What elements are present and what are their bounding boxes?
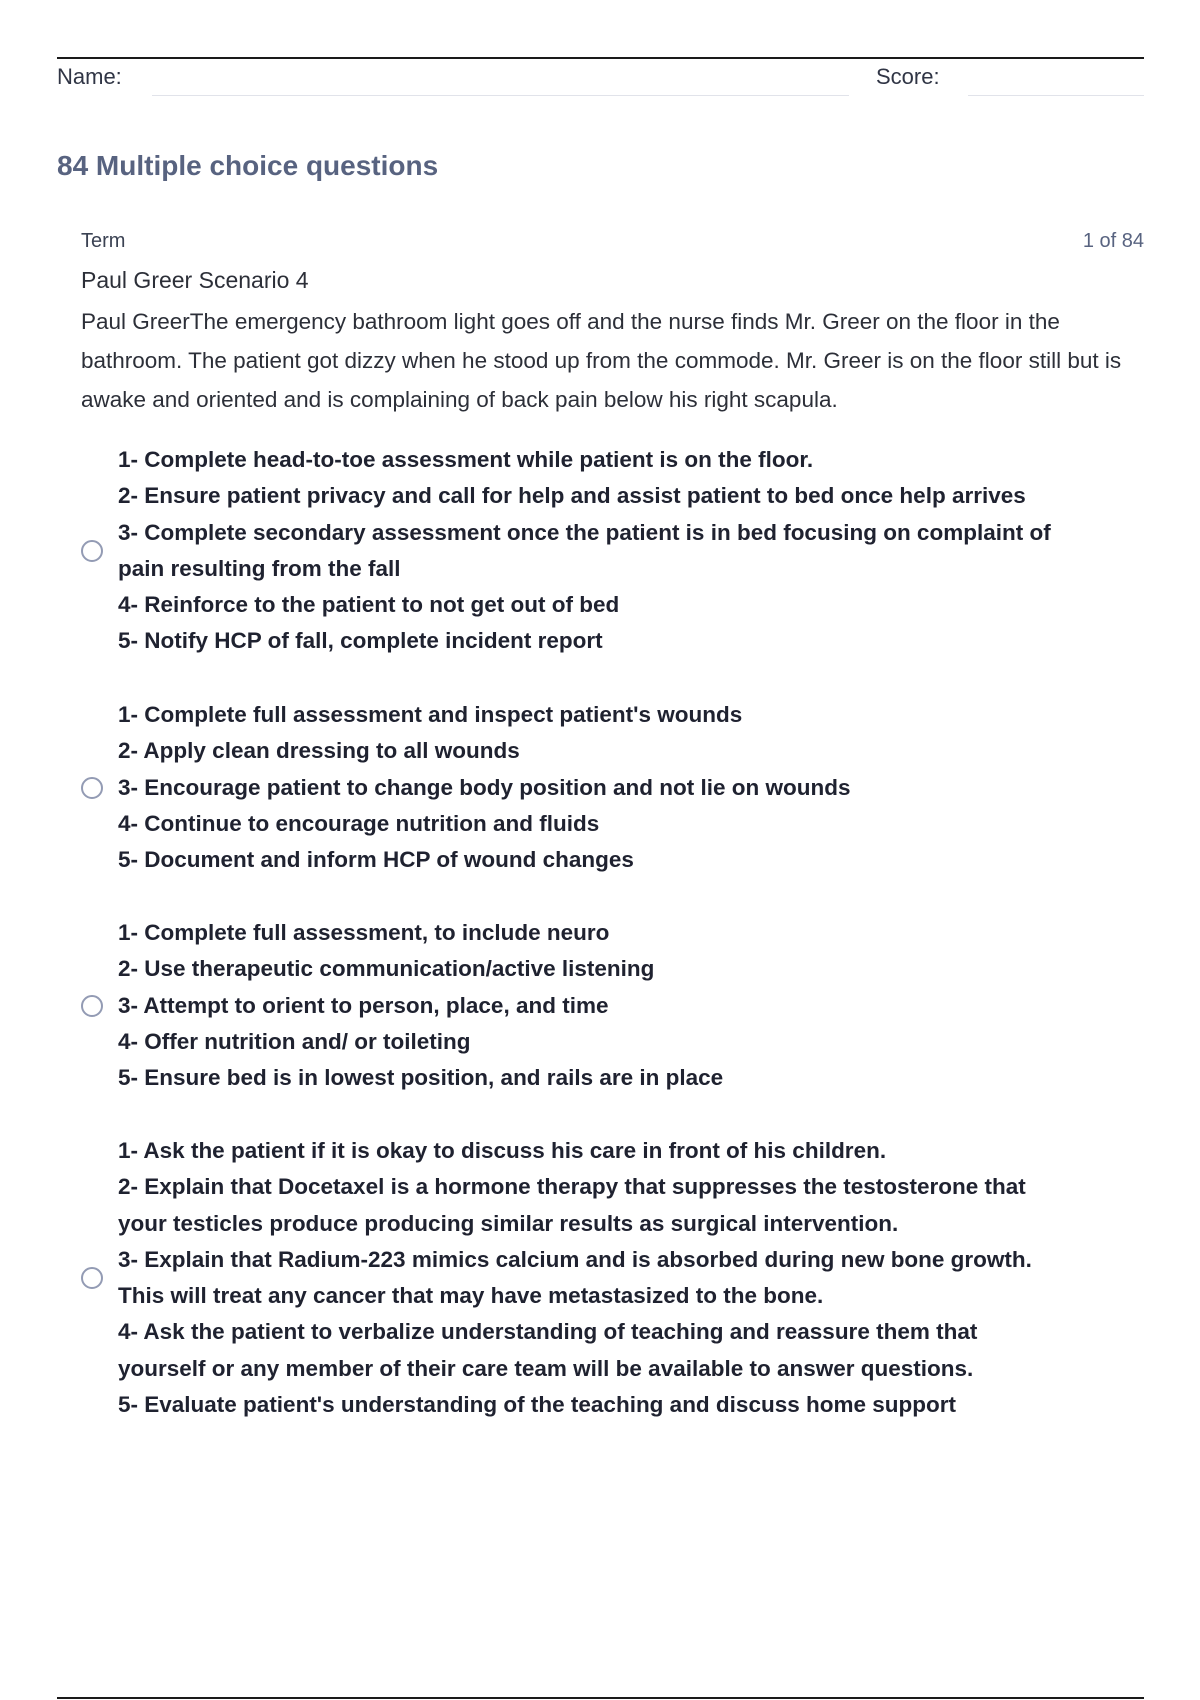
option-line: 3- Encourage patient to change body position and not lie on wounds xyxy=(118,774,851,800)
radio-button[interactable] xyxy=(81,995,103,1017)
option-line: 2- Use therapeutic communication/active listening xyxy=(118,956,655,982)
option-line: 1- Complete full assessment, to include neuro xyxy=(118,920,610,945)
option-text xyxy=(118,1133,1138,1423)
option-line: 3- Complete secondary assessment once the patient is in bed focusing on complaint of xyxy=(118,519,1051,545)
radio-button[interactable] xyxy=(81,1267,103,1289)
option-text xyxy=(118,697,1138,878)
option-line: your testicles produce producing similar results as surgical intervention. xyxy=(118,1210,899,1236)
option-line: This will treat any cancer that may have metastasized to the bone. xyxy=(118,1283,824,1309)
radio-button[interactable] xyxy=(81,777,103,799)
option-line: 1- Ask the patient if it is okay to discuss his care in front of his children. xyxy=(118,1138,887,1163)
option-line: 1- Complete head-to-toe assessment while patient is on the floor. xyxy=(118,447,814,472)
option-line: 4- Ask the patient to verbalize understanding of teaching and reassure them that xyxy=(118,1319,978,1345)
section-title: 84 Multiple choice questions xyxy=(57,150,439,181)
option-line: 2- Ensure patient privacy and call for help and assist patient to bed once help arrives xyxy=(118,483,1026,509)
option-line: 3- Attempt to orient to person, place, and time xyxy=(118,992,609,1018)
option-line: pain resulting from the fall xyxy=(118,555,401,581)
option-line: yourself or any member of their care team will be available to answer questions. xyxy=(118,1355,974,1381)
question-title: Paul Greer Scenario 4 xyxy=(81,267,309,293)
bottom-rule xyxy=(57,1697,1144,1699)
question-text: Paul GreerThe emergency bathroom light goes off and the nurse finds Mr. Greer on the floor in the bathroom. The patient got dizzy when he stood up from the commode. Mr. Greer is on the floor still but is awake and oriented and is complaining of back pain below his right scapula. xyxy=(81,309,1122,412)
option-line: 5- Document and inform HCP of wound changes xyxy=(118,847,634,873)
term-label: Term xyxy=(81,230,126,252)
option-line: 2- Explain that Docetaxel is a hormone therapy that suppresses the testosterone that xyxy=(118,1174,1026,1200)
radio-button[interactable] xyxy=(81,540,103,562)
option-line: 4- Offer nutrition and/ or toileting xyxy=(118,1028,471,1054)
name-input-line xyxy=(152,95,849,96)
question-counter: 1 of 84 xyxy=(1082,230,1144,252)
name-label: Name: xyxy=(57,64,122,89)
score-label: Score: xyxy=(876,64,940,89)
option-line: 5- Evaluate patient's understanding of the teaching and discuss home support xyxy=(118,1392,956,1418)
option-text xyxy=(118,915,1138,1096)
option-line: 2- Apply clean dressing to all wounds xyxy=(118,738,520,764)
option-text xyxy=(118,442,1138,660)
option-line: 5- Notify HCP of fall, complete incident report xyxy=(118,628,603,654)
option-line: 3- Explain that Radium-223 mimics calcium and is absorbed during new bone growth. xyxy=(118,1246,1032,1272)
option-line: 1- Complete full assessment and inspect patient's wounds xyxy=(118,702,743,727)
option-line: 5- Ensure bed is in lowest position, and rails are in place xyxy=(118,1065,724,1091)
option-line: 4- Reinforce to the patient to not get out of bed xyxy=(118,592,620,618)
top-rule xyxy=(57,57,1144,59)
option-line: 4- Continue to encourage nutrition and fluids xyxy=(118,810,600,836)
score-input-line xyxy=(968,95,1144,96)
